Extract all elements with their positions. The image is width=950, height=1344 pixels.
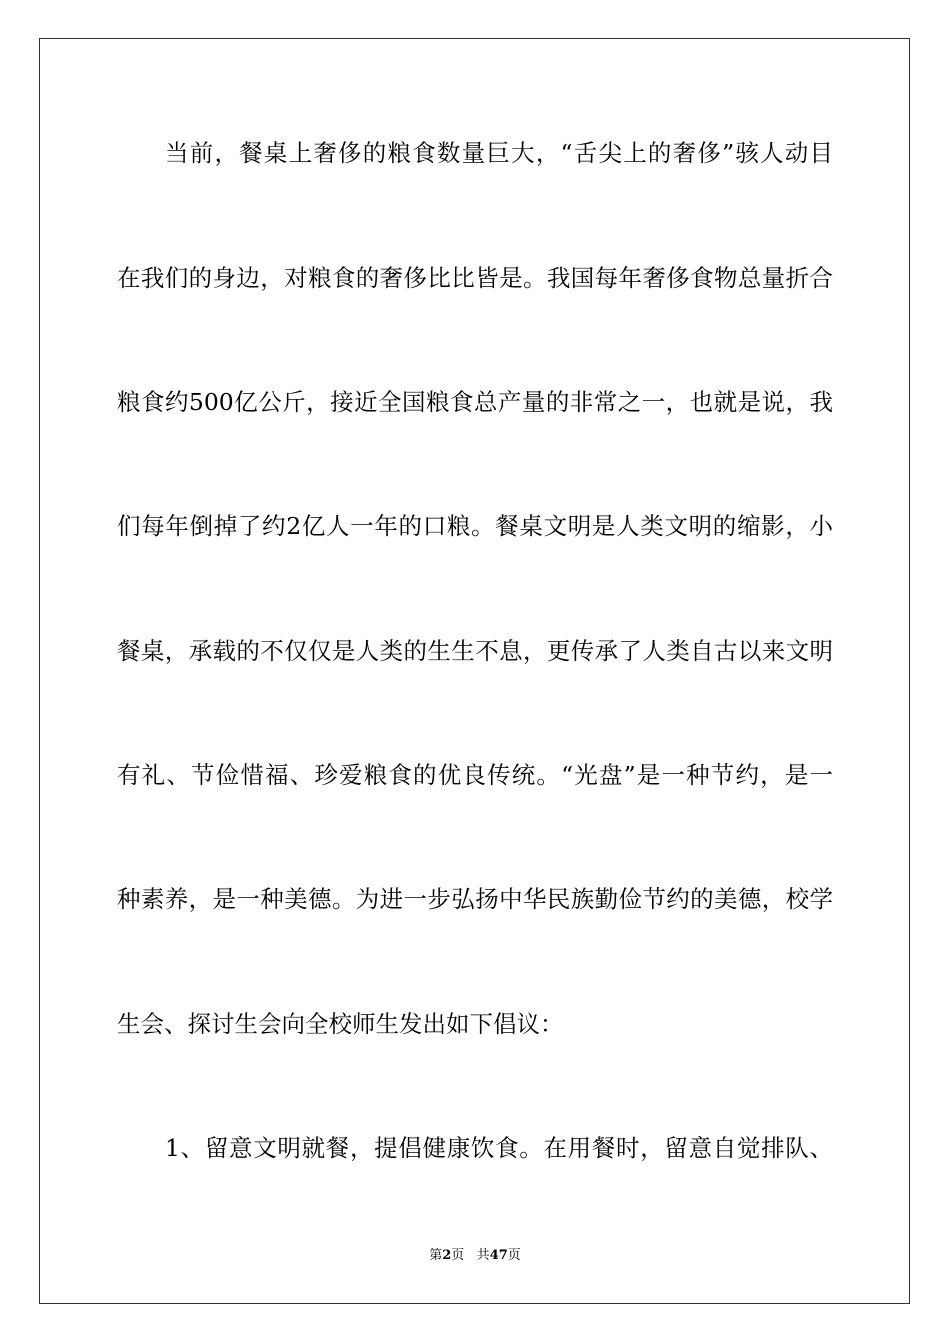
paragraph-line: 粮食约500亿公斤，接近全国粮食总产量的非常之一，也就是说，我 — [117, 388, 833, 416]
paragraph-line: 在我们的身边，对粮食的奢侈比比皆是。我国每年奢侈食物总量折合 — [117, 264, 833, 292]
total-pages: 47 — [489, 1248, 508, 1263]
paragraph-line: 生会、探讨生会向全校师生发出如下倡议： — [117, 1010, 564, 1038]
page-frame — [39, 38, 910, 1304]
paragraph-line: 有礼、节俭惜福、珍爱粮食的优良传统。“光盘”是一种节约，是一 — [117, 761, 833, 789]
page-prefix: 第 — [429, 1248, 443, 1263]
paragraph-line: 种素养，是一种美德。为进一步弘扬中华民族勤俭节约的美德，校学 — [117, 885, 833, 913]
page-number: 2 — [442, 1248, 452, 1263]
paragraph-line: 当前，餐桌上奢侈的粮食数量巨大，“舌尖上的奢侈”骇人动目 — [165, 139, 833, 167]
paragraph-line: 餐桌，承载的不仅仅是人类的生生不息，更传承了人类自古以来文明 — [117, 637, 833, 665]
total-prefix: 共 — [476, 1248, 490, 1263]
paragraph-line: 们每年倒掉了约2亿人一年的口粮。餐桌文明是人类文明的缩影，小 — [117, 512, 833, 540]
paragraph-line: 1、留意文明就餐，提倡健康饮食。在用餐时，留意自觉排队、 — [165, 1134, 833, 1162]
page-footer — [0, 1247, 950, 1265]
total-suffix: 页 — [507, 1248, 521, 1263]
page-suffix: 页 — [451, 1248, 465, 1263]
